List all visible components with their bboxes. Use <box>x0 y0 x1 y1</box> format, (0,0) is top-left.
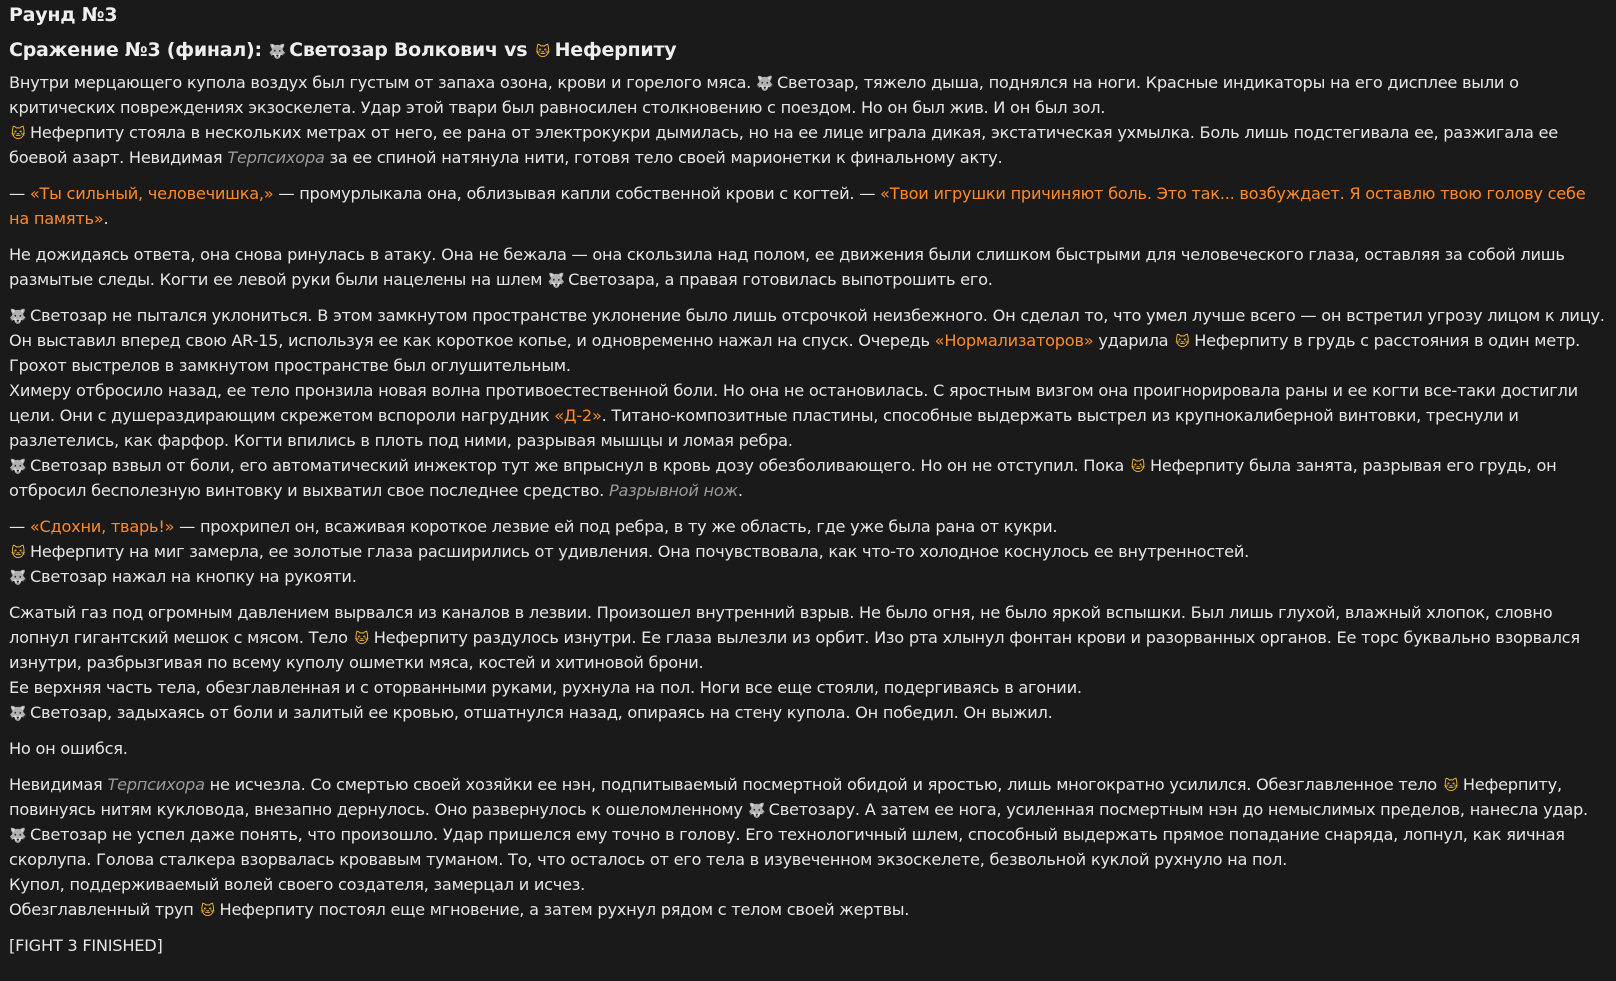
text-span: Светозар не пытался уклониться. В этом замкнутом пространстве уклонение было лишь отсрочкой неизбежного. Он сделал то, что умел лучше всего — он встретил угрозу лицом к лицу. Он выставил вперед свою AR-15, используя ее как короткое копье, и одновременно нажал на спуск. Очередь <box>9 306 1605 350</box>
quote: «Нормализаторов» <box>934 331 1094 350</box>
round-title: Раунд №3 <box>9 4 118 26</box>
italic-name: Разрывной нож <box>608 481 738 500</box>
text-span: Светозар, тяжело дыша, поднялся на ноги. Красные индикаторы на его дисплее выли о критических повреждениях экзоскелета. Удар этой твари был равносилен столкновению с поездом. Но он был жив. И он был зол. <box>9 73 1519 117</box>
cat-icon: 🐱 <box>1175 334 1190 350</box>
wolf-icon: 🐺 <box>9 570 27 586</box>
text-span: Не дожидаясь ответа, она снова ринулась в атаку. Она не бежала — она скользила над полом, ее движения были слишком быстрыми для человеческого глаза, оставляя за собой лишь размытые следы. Когти ее левой руки были нацелены на шлем <box>9 245 1565 289</box>
text-span: — промурлыкала она, облизывая капли собственной крови с когтей. — <box>278 184 876 203</box>
text-span: Неферпиту раздулось изнутри. Ее глаза вылезли из орбит. Изо рта хлынул фонтан крови и разорванных органов. Ее торс буквально взорвался изнутри, разбрызгивая по всему куполу ошметки мяса, костей и хитиновой брони. <box>9 628 1580 672</box>
paragraph-1 <box>9 70 1606 170</box>
quote: «Ты сильный, человечишка,» <box>29 184 274 203</box>
text-span: . <box>737 481 743 500</box>
fight-title-prefix: Сражение №3 (финал): <box>9 39 262 61</box>
text-span: Невидимая <box>9 775 103 794</box>
text-span: . <box>103 209 109 228</box>
cat-icon: 🐱 <box>1443 778 1459 794</box>
wolf-icon: 🐺 <box>9 309 27 325</box>
paragraph-8 <box>9 772 1606 922</box>
text-span: Неферпиту постоял еще мгновение, а затем рухнул рядом с телом своей жертвы. <box>219 900 910 919</box>
fighter2-name: Неферпиту <box>554 39 677 61</box>
text-span: Светозара, а правая готовилась выпотрошить его. <box>568 270 993 289</box>
cat-icon: 🐱 <box>200 903 215 919</box>
text-span: Светозар, задыхаясь от боли и залитый ее кровью, отшатнулся назад, опираясь на стену купола. Он победил. Он выжил. <box>30 703 1053 722</box>
paragraph-3 <box>9 242 1606 292</box>
fighter1-name: Светозар Волкович <box>289 39 498 61</box>
cat-icon: 🐱 <box>354 631 369 647</box>
wolf-icon: 🐺 <box>9 706 27 722</box>
quote: «Твои игрушки причиняют боль. Это так... возбуждает. Я оставлю твою голову себе на память» <box>9 184 1586 228</box>
wolf-icon: 🐺 <box>547 273 565 289</box>
wolf-icon: 🐺 <box>9 828 27 844</box>
text-span: Сжатый газ под огромным давлением вырвался из каналов в лезвии. Произошел внутренний взрыв. Не было огня, не было яркой вспышки. Был лишь глухой, влажный хлопок, словно лопнул гигантский мешок с мясом. Тело <box>9 603 1553 647</box>
vs-label: vs <box>504 39 528 61</box>
wolf-icon: 🐺 <box>748 803 766 819</box>
cat-icon: 🐱 <box>1130 459 1146 475</box>
text-span: Обезглавленный труп <box>9 900 194 919</box>
text-span: Химеру отбросило назад, ее тело пронзила новая волна противоестественной боли. Но она не остановилась. С яростным визгом она проигнорировала раны и ее когти все-таки достигли цели. Они с душераздирающим скрежетом вспороли нагрудник <box>9 381 1578 425</box>
paragraph-6 <box>9 600 1606 725</box>
paragraph-2 <box>9 181 1606 231</box>
text-span: Но он ошибся. <box>9 739 128 758</box>
wolf-icon: 🐺 <box>756 76 774 92</box>
cat-icon: 🐱 <box>10 545 26 561</box>
text-span: Неферпиту была занята, разрывая его грудь, он отбросил бесполезную винтовку и выхватил свое последнее средство. <box>9 456 1557 500</box>
italic-name: Терпсихора <box>227 148 325 167</box>
wolf-icon: 🐺 <box>268 44 286 60</box>
paragraph-7 <box>9 736 1606 761</box>
text-span: ударила <box>1098 331 1169 350</box>
text-span: Неферпиту в грудь с расстояния в один метр. Грохот выстрелов в замкнутом пространстве был оглушительным. <box>9 331 1581 375</box>
quote: «Сдохни, тварь!» <box>29 517 175 536</box>
text-span: Светозару. А затем ее нога, усиленная посмертным нэн до немыслимых пределов, нанесла удар. <box>768 800 1588 819</box>
text-span: Светозар не успел даже понять, что произошло. Удар пришелся ему точно в голову. Его технологичный шлем, способный выдержать прямое попадание снаряда, лопнул, как яичная скорлупа. Голова сталкера взорвалась кровавым туманом. То, что осталось от его тела в изувеченном экзоскелете, безвольной куклой рухнуло на пол. <box>9 825 1565 869</box>
fight-finished-marker: [FIGHT 3 FINISHED] <box>9 936 163 955</box>
text-span: Неферпиту, повинуясь нитям кукловода, внезапно дернулось. Оно развернулось к ошеломленному <box>9 775 1562 819</box>
text-span: — <box>9 517 25 536</box>
cat-icon: 🐱 <box>10 126 26 142</box>
text-span: Купол, поддерживаемый волей своего создателя, замерцал и исчез. <box>9 875 586 894</box>
fight-title <box>9 36 1606 64</box>
quote: «Д-2» <box>554 406 602 425</box>
text-span: Светозар взвыл от боли, его автоматический инжектор тут же впрыснул в кровь дозу обезболивающего. Но он не отступил. Пока <box>30 456 1125 475</box>
text-span: не исчезла. Со смертью своей хозяйки ее нэн, подпитываемый посмертной обидой и яростью, лишь многократно усилился. Обезглавленное тело <box>209 775 1437 794</box>
paragraph-5 <box>9 514 1606 589</box>
paragraph-4 <box>9 303 1606 503</box>
italic-name: Терпсихора <box>107 775 205 794</box>
text-span: Светозар нажал на кнопку на рукояти. <box>30 567 357 586</box>
text-span: Ее верхняя часть тела, обезглавленная и с оторванными руками, рухнула на пол. Ноги все еще стояли, подергиваясь в агонии. <box>9 678 1082 697</box>
cat-icon: 🐱 <box>535 44 550 60</box>
wolf-icon: 🐺 <box>9 459 27 475</box>
text-span: Внутри мерцающего купола воздух был густым от запаха озона, крови и горелого мяса. <box>9 73 752 92</box>
text-span: . Титано-композитные пластины, способные выдержать выстрел из крупнокалиберной винтовки, треснули и разлетелись, как фарфор. Когти впились в плоть под ними, разрывая мышцы и ломая ребра. <box>9 406 1519 450</box>
text-span: Неферпиту на миг замерла, ее золотые глаза расширились от удивления. Она почувствовала, как что-то холодное коснулось ее внутренностей. <box>30 542 1250 561</box>
text-span: — прохрипел он, всаживая короткое лезвие ей под ребра, в ту же область, где уже была рана от кукри. <box>179 517 1058 536</box>
text-span: Неферпиту стояла в нескольких метрах от него, ее рана от электрокукри дымилась, но на ее лице играла дикая, экстатическая ухмылка. Боль лишь подстегивала ее, разжигала ее боевой азарт. Невидимая <box>9 123 1558 167</box>
text-span: за ее спиной натянула нити, готовя тело своей марионетки к финальному акту. <box>329 148 1003 167</box>
text-span: — <box>9 184 25 203</box>
